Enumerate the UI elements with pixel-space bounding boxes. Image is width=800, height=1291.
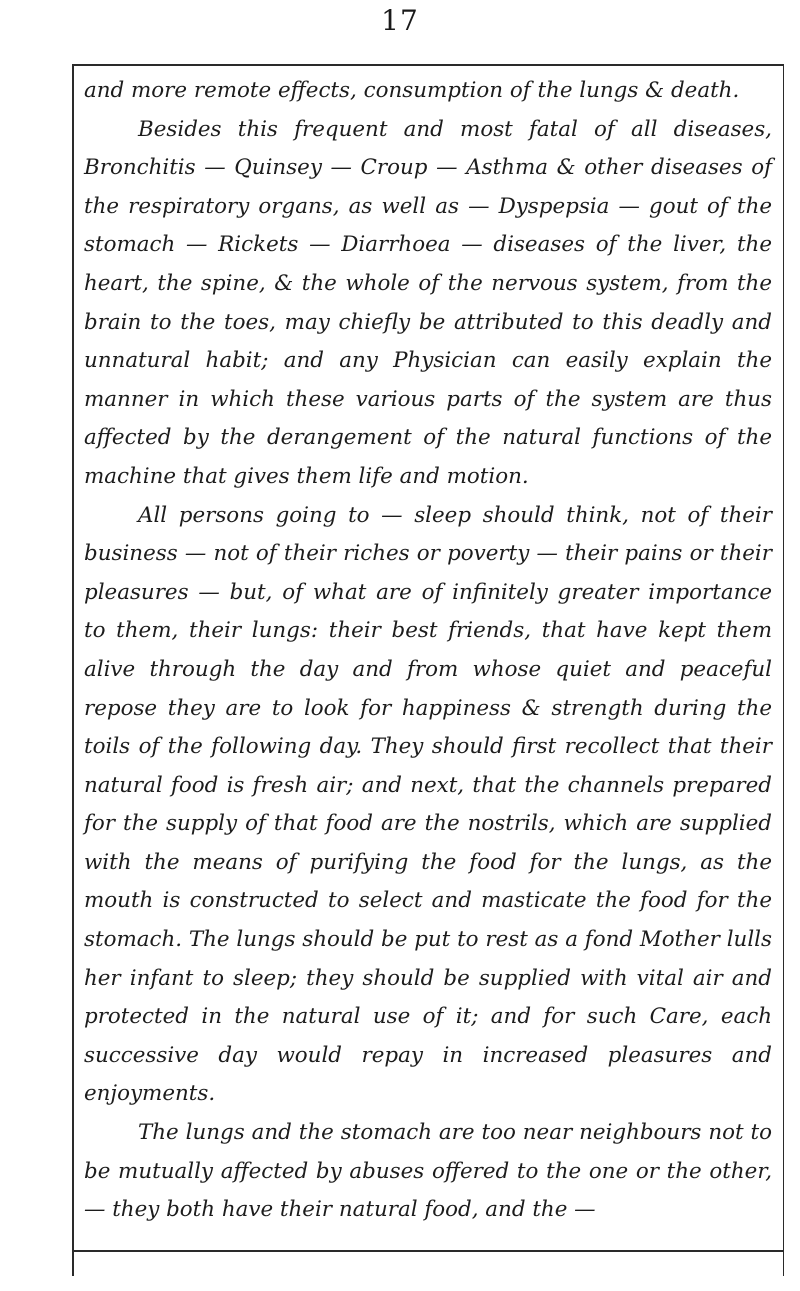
manuscript-body [84,72,772,1230]
paragraph-continuation: and more remote effects, consumption of the lungs & death. [84,78,740,103]
paragraph-lungs-stomach: The lungs and the stomach are too near neighbours not to be mutually affected by abuses offered to the one or the other, — they both have their natural food, and the — [84,1120,772,1223]
paragraph-sleep-advice: All persons going to — sleep should think, not of their business — not of their riches or poverty — their pains or their pleasures — but, of what are of infinitely greater importance to them, their lungs: their best friends, that have kept them alive through the day and from whose quiet and peaceful repose they are to look for happiness & strength during the toils of the following day. They should first recollect that their natural food is fresh air; and next, that the channels prepared for the supply of that food are the nostrils, which are supplied with the means of purifying the food for the lungs, as the mouth is constructed to select and masticate the food for the stomach. The lungs should be put to rest as a fond Mother lulls her infant to sleep; they should be supplied with vital air and protected in the natural use of it; and for such Care, each successive day would repay in increased pleasures and enjoyments. [84,502,772,1107]
page-number: 17 [381,4,419,37]
page-frame-bottom-rule [72,1250,784,1252]
paragraph-diseases: Besides this frequent and most fatal of all diseases, Bronchitis — Quinsey — Croup — Asthma & other diseases of the respiratory organs, as well as — Dyspepsia — gout of the stomach — Rickets — Diarrhoea — diseases of the liver, the heart, the spine, & the whole of the nervous system, from the brain to the toes, may chiefly be attributed to this deadly and unnatural habit; and any Physician can easily explain the manner in which these various parts of the system are thus affected by the derangement of the natural functions of the machine that gives them life and motion. [84,116,772,489]
